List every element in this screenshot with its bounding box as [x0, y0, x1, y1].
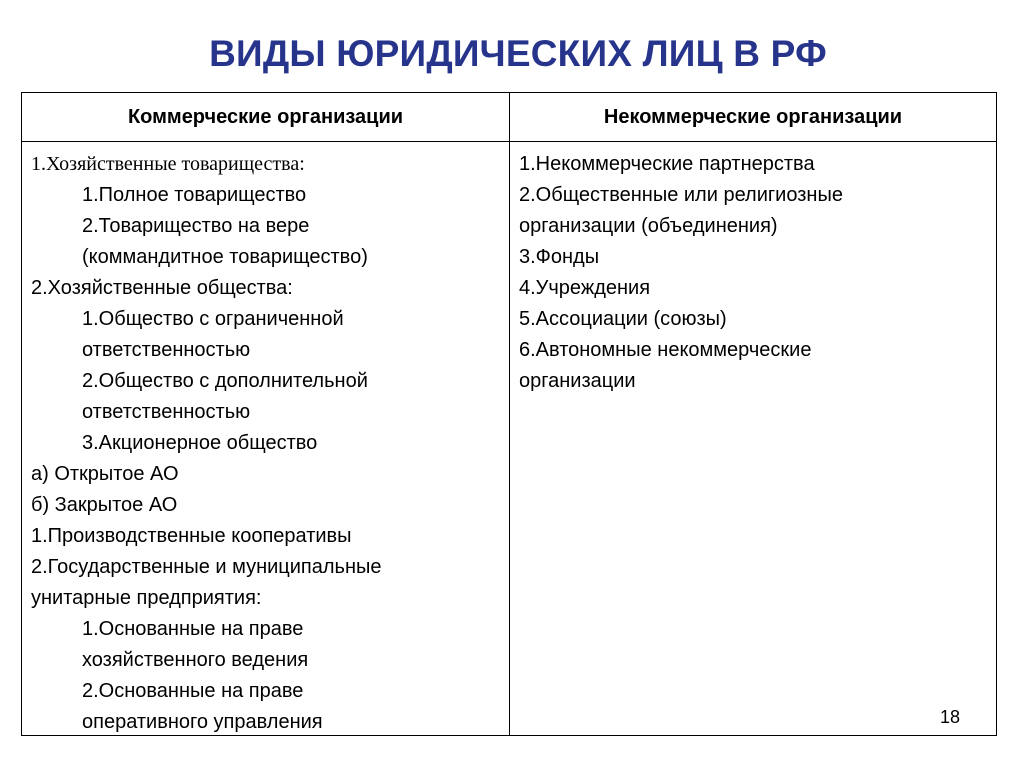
column-divider [509, 93, 510, 735]
list-item: 1.Некоммерческие партнерства [519, 153, 815, 175]
list-item: 4.Учреждения [519, 277, 651, 299]
legal-entities-table [21, 92, 997, 736]
list-item: организации (объединения) [519, 215, 778, 237]
list-item: 1.Производственные кооперативы [31, 525, 352, 547]
page-number: 18 [940, 707, 961, 727]
list-item: унитарные предприятия: [31, 587, 262, 609]
list-item: 1.Хозяйственные товарищества: [31, 153, 305, 175]
header-divider [22, 141, 996, 142]
list-item: 1.Полное товарищество [82, 184, 307, 206]
list-item: ответственностью [82, 401, 251, 423]
list-item: 6.Автономные некоммерческие [519, 339, 812, 361]
header-noncommercial: Некоммерческие организации [603, 106, 903, 128]
list-item: 2.Общество с дополнительной [82, 370, 368, 392]
list-item: (коммандитное товарищество) [82, 246, 368, 268]
list-item: хозяйственного ведения [82, 649, 309, 671]
noncommercial-list [519, 149, 989, 397]
list-item: организации [519, 370, 636, 392]
list-item: а) Открытое АО [31, 463, 179, 485]
commercial-list [31, 149, 501, 738]
list-item: ответственностью [82, 339, 251, 361]
list-item: 2.Общественные или религиозные [519, 184, 843, 206]
header-commercial: Коммерческие организации [127, 106, 404, 128]
list-item: 2.Основанные на праве [82, 680, 304, 702]
list-item: 2.Государственные и муниципальные [31, 556, 382, 578]
list-item: 1.Общество с ограниченной [82, 308, 344, 330]
list-item: 3.Акционерное общество [82, 432, 318, 454]
list-item: 5.Ассоциации (союзы) [519, 308, 727, 330]
list-item: 1.Основанные на праве [82, 618, 304, 640]
list-item: 2.Хозяйственные общества: [31, 277, 293, 299]
list-item: б) Закрытое АО [31, 494, 178, 516]
list-item: оперативного управления [82, 711, 323, 733]
list-item: 3.Фонды [519, 246, 600, 268]
list-item: 2.Товарищество на вере [82, 215, 310, 237]
slide-title: ВИДЫ ЮРИДИЧЕСКИХ ЛИЦ В РФ [209, 33, 827, 74]
